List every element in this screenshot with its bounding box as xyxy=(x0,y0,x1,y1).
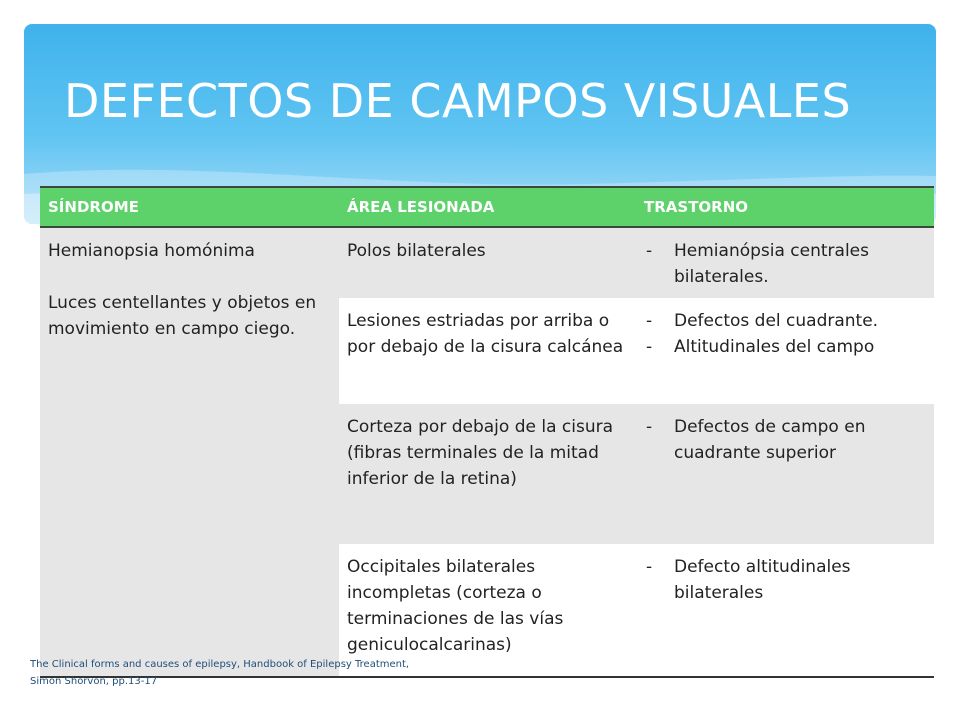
column-header-disorder: TRASTORNO xyxy=(636,187,934,227)
slide-title: DEFECTOS DE CAMPOS VISUALES xyxy=(64,74,852,128)
visual-field-defects-table xyxy=(40,186,934,678)
disorder-cell xyxy=(636,227,934,298)
column-header-lesioned-area: ÁREA LESIONADA xyxy=(339,187,636,227)
area-cell: Lesiones estriadas por arriba o por debajo de la cisura calcánea xyxy=(339,298,636,404)
syndrome-name: Hemianopsia homónima xyxy=(48,241,255,261)
area-cell: Polos bilaterales xyxy=(339,227,636,298)
disorder-item: - Defecto altitudinales bilaterales xyxy=(644,554,926,606)
disorder-item: - Hemianópsia centrales bilaterales. xyxy=(644,238,926,290)
disorder-cell xyxy=(636,298,934,404)
disorder-item: - Defectos del cuadrante. xyxy=(644,308,926,334)
disorder-item: - Defectos de campo en cuadrante superior xyxy=(644,414,926,466)
table-row xyxy=(40,227,934,298)
disorder-item: - Altitudinales del campo xyxy=(644,334,926,360)
table-header-row xyxy=(40,187,934,227)
disorder-cell xyxy=(636,544,934,677)
syndrome-note: Luces centellantes y objetos en movimiento en campo ciego. xyxy=(48,293,317,339)
column-header-syndrome: SÍNDROME xyxy=(40,187,339,227)
disorder-cell xyxy=(636,404,934,544)
syndrome-cell xyxy=(40,227,339,677)
area-cell: Corteza por debajo de la cisura (fibras terminales de la mitad inferior de la retina) xyxy=(339,404,636,544)
source-citation: The Clinical forms and causes of epilepsy, Handbook of Epilepsy Treatment, Simon Shorvon, pp.13-17 xyxy=(30,659,410,687)
area-cell: Occipitales bilaterales incompletas (corteza o terminaciones de las vías geniculocalcarinas) xyxy=(339,544,636,677)
